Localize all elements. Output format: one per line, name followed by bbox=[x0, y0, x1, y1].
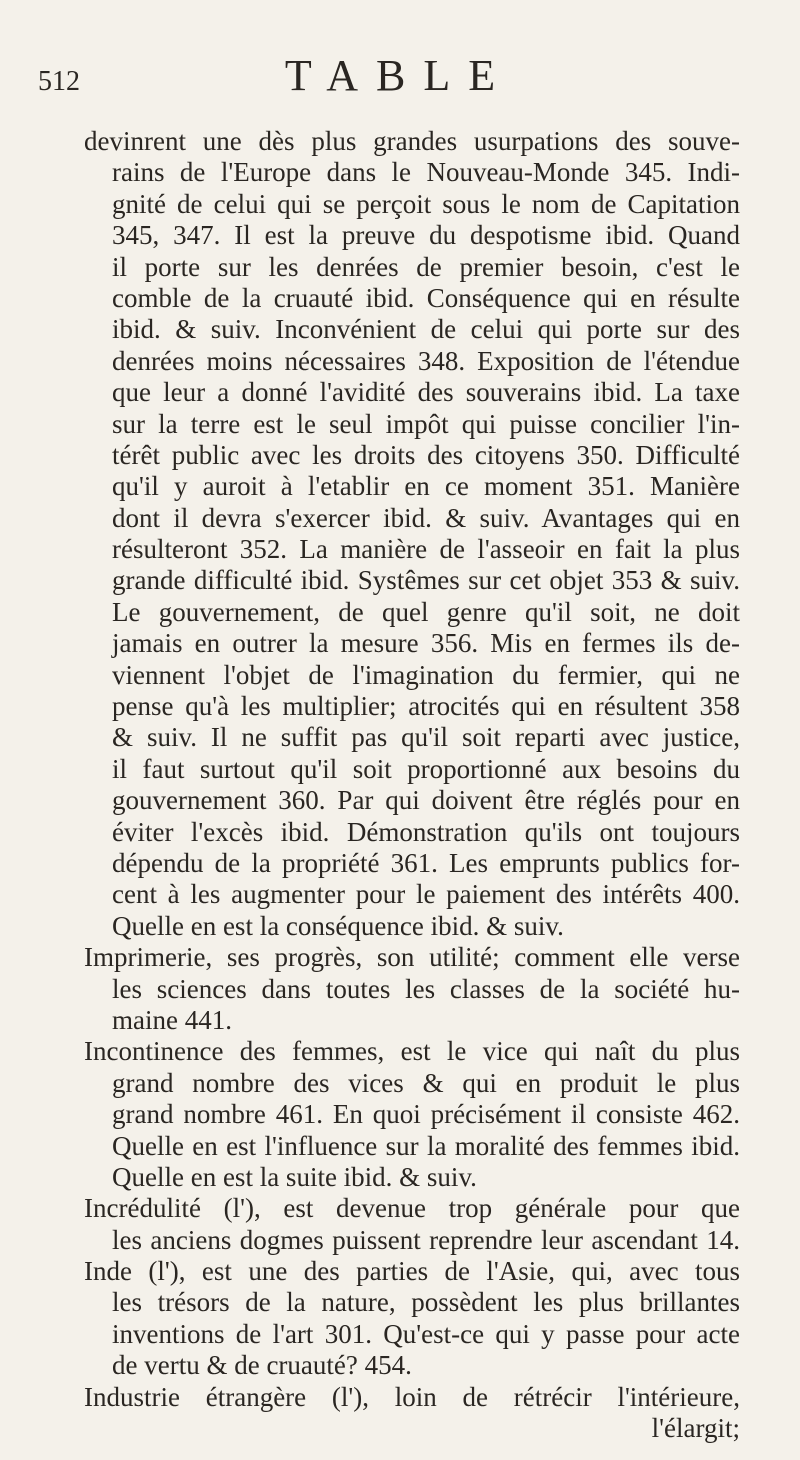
index-line: les sciences dans toutes les classes de la société hu- bbox=[112, 973, 740, 1004]
index-line: Incrédulité (l'), est devenue trop générale pour que bbox=[84, 1193, 740, 1224]
index-line: les trésors de la nature, possèdent les plus brillantes bbox=[112, 1287, 740, 1318]
index-line: denrées moins nécessaires 348. Exposition de l'étendue bbox=[112, 345, 740, 376]
index-line: gouvernement 360. Par qui doivent être réglés pour en bbox=[112, 785, 740, 816]
index-line: viennent l'objet de l'imagination du fermier, qui ne bbox=[112, 659, 740, 690]
index-line: éviter l'excès ibid. Démonstration qu'ils ont toujours bbox=[112, 816, 740, 847]
index-text bbox=[84, 126, 740, 1444]
index-line: résulteront 352. La manière de l'asseoir en fait la plus bbox=[112, 534, 740, 565]
index-line: qu'il y auroit à l'etablir en ce moment 351. Manière bbox=[112, 471, 740, 502]
index-line: Le gouvernement, de quel genre qu'il soit, ne doit bbox=[112, 596, 740, 627]
index-line: il porte sur les denrées de premier besoin, c'est le bbox=[112, 251, 740, 282]
index-line: dépendu de la propriété 361. Les emprunts publics for- bbox=[112, 847, 740, 878]
index-line: pense qu'à les multiplier; atrocités qui en résultent 358 bbox=[112, 691, 740, 722]
index-line: Quelle en est la conséquence ibid. & suiv. bbox=[112, 910, 564, 941]
index-line: inventions de l'art 301. Qu'est-ce qui y passe pour acte bbox=[112, 1318, 740, 1349]
index-line: térêt public avec les droits des citoyens 350. Difficulté bbox=[112, 439, 740, 470]
index-line: que leur a donné l'avidité des souverains ibid. La taxe bbox=[112, 377, 740, 408]
page-number: 512 bbox=[38, 66, 80, 97]
index-line: Imprimerie, ses progrès, son utilité; comment elle verse bbox=[84, 942, 740, 973]
index-line: les anciens dogmes puissent reprendre leur ascendant 14. bbox=[112, 1224, 740, 1255]
index-line: sur la terre est le seul impôt qui puisse concilier l'in- bbox=[112, 408, 740, 439]
index-line: de vertu & de cruauté? 454. bbox=[112, 1350, 412, 1381]
index-line: 345, 347. Il est la preuve du despotisme ibid. Quand bbox=[112, 220, 740, 251]
index-line: Incontinence des femmes, est le vice qui naît du plus bbox=[84, 1036, 740, 1067]
index-line: ibid. & suiv. Inconvénient de celui qui porte sur des bbox=[112, 314, 740, 345]
index-line: jamais en outrer la mesure 356. Mis en fermes ils de- bbox=[112, 628, 740, 659]
index-line: l'élargit; bbox=[651, 1413, 740, 1444]
index-line: dont il devra s'exercer ibid. & suiv. Avantages qui en bbox=[112, 502, 740, 533]
running-title: TABLE bbox=[284, 51, 514, 100]
index-line: gnité de celui qui se perçoit sous le nom de Capitation bbox=[112, 188, 740, 219]
index-line: il faut surtout qu'il soit proportionné aux besoins du bbox=[112, 753, 740, 784]
index-line: maine 441. bbox=[112, 1004, 232, 1035]
index-line: Inde (l'), est une des parties de l'Asie, qui, avec tous bbox=[84, 1256, 740, 1287]
index-line: cent à les augmenter pour le paiement des intérêts 400. bbox=[112, 879, 740, 910]
index-line: comble de la cruauté ibid. Conséquence qui en résulte bbox=[112, 282, 740, 313]
index-line: grande difficulté ibid. Systêmes sur cet objet 353 & suiv. bbox=[112, 565, 740, 596]
index-line: Industrie étrangère (l'), loin de rétrécir l'intérieure, bbox=[84, 1381, 740, 1412]
index-line: Quelle en est l'influence sur la moralité des femmes ibid. bbox=[112, 1130, 740, 1161]
index-line: grand nombre 461. En quoi précisément il consiste 462. bbox=[112, 1099, 740, 1130]
index-line: grand nombre des vices & qui en produit le plus bbox=[112, 1067, 740, 1098]
index-line: rains de l'Europe dans le Nouveau-Monde 345. Indi- bbox=[112, 157, 740, 188]
index-line: devinrent une dès plus grandes usurpations des souve- bbox=[84, 126, 740, 156]
index-line: Quelle en est la suite ibid. & suiv. bbox=[112, 1161, 477, 1192]
page-header bbox=[38, 50, 760, 100]
index-line: & suiv. Il ne suffit pas qu'il soit reparti avec justice, bbox=[112, 722, 740, 753]
